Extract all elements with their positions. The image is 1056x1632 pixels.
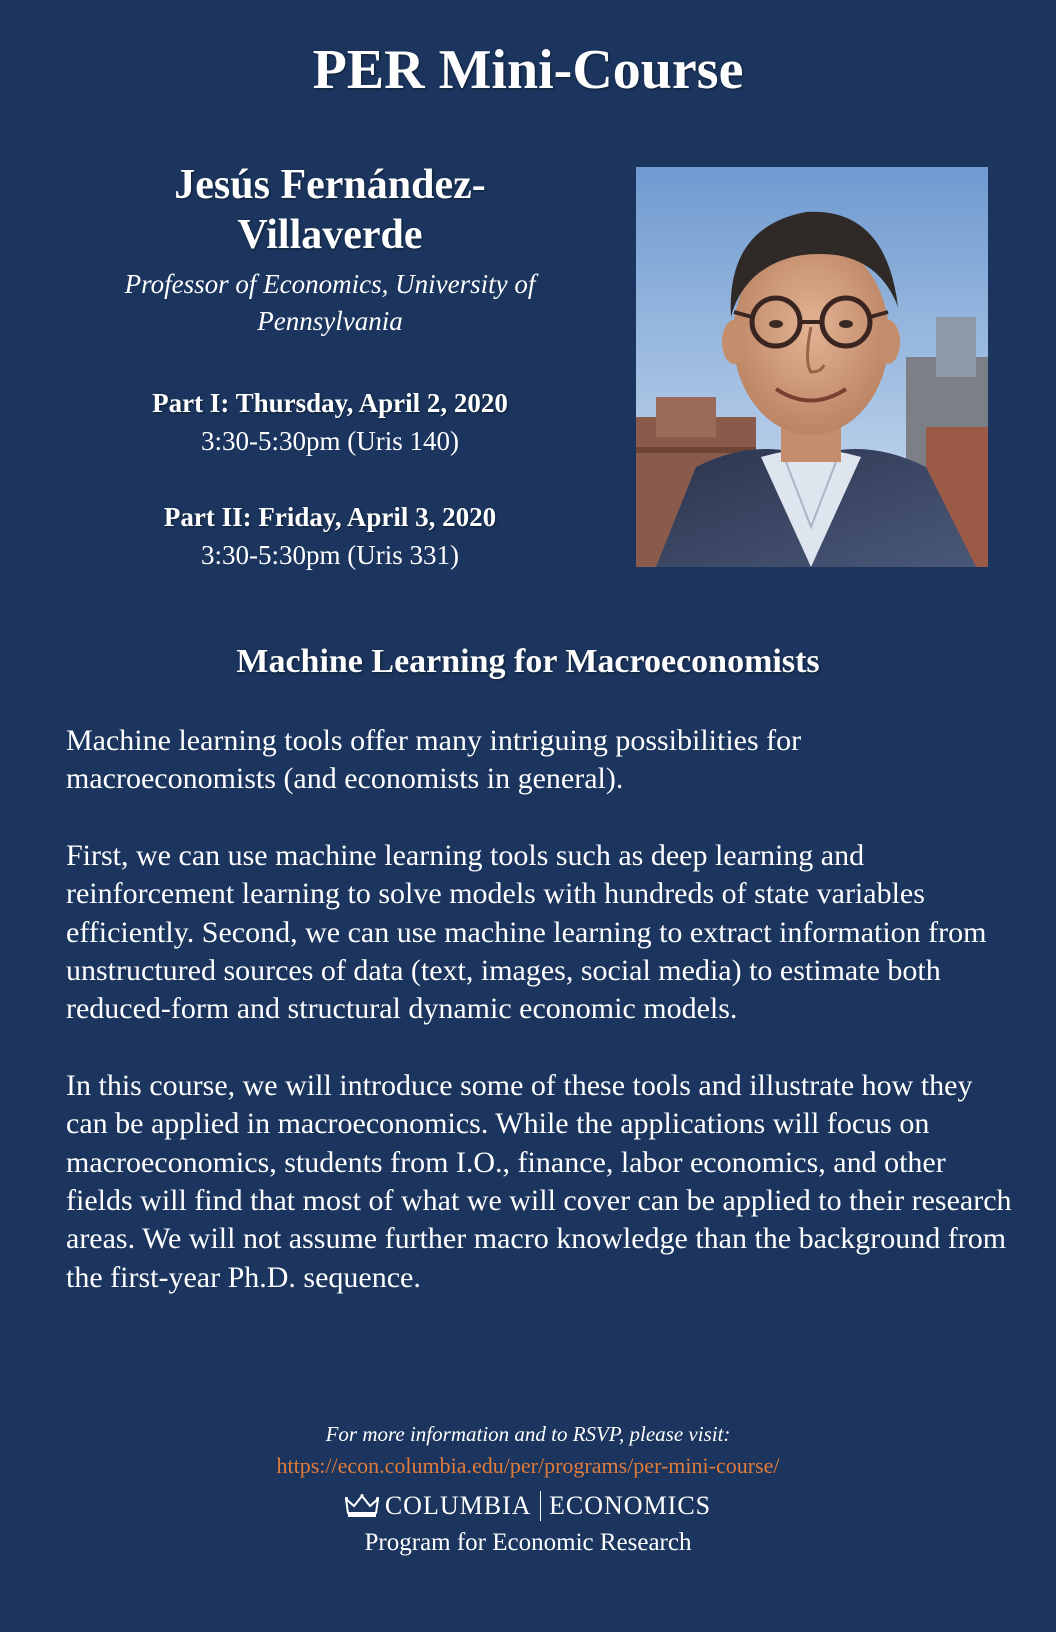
logo-divider: [540, 1491, 542, 1521]
logo-economics: ECONOMICS: [549, 1491, 712, 1520]
description-paragraph: First, we can use machine learning tools such as deep learning and reinforcement learning to solve models with hundreds of state variables efficiently. Second, we can use machine learning to extract information from unstructured sources of data (text, images, social media) to estimate both reduced-form and structural dynamic economic models.: [66, 838, 987, 1026]
course-description: [66, 722, 1016, 1335]
session-time: 3:30-5:30pm (Uris 331): [201, 540, 459, 570]
session-heading: Part I: Thursday, April 2, 2020: [152, 388, 508, 418]
rsvp-link[interactable]: https://econ.columbia.edu/per/programs/per-mini-course/: [276, 1453, 780, 1478]
speaker-photo: [636, 167, 988, 567]
speaker-name-line2: Villaverde: [237, 212, 423, 258]
footer: [0, 1418, 1056, 1560]
speaker-block: [70, 160, 590, 574]
rsvp-text: For more information and to RSVP, please visit:: [325, 1422, 731, 1446]
speaker-name-line1: Jesús Fernández-: [174, 162, 486, 208]
description-paragraph: In this course, we will introduce some of these tools and illustrate how they can be applied in macroeconomics. While the applications will focus on macroeconomics, students from I.O., finance, labor economics, and other fields will find that most of what we will cover can be applied to their research areas. We will not assume further macro knowledge than the background from the first-year Ph.D. sequence.: [66, 1068, 1012, 1294]
description-paragraph: Machine learning tools offer many intriguing possibilities for macroeconomists (and economists in general).: [66, 724, 802, 796]
speaker-name: [70, 160, 590, 260]
logo-columbia: COLUMBIA: [384, 1491, 532, 1520]
speaker-affiliation: Professor of Economics, University of Pennsylvania: [124, 269, 536, 336]
course-title: Machine Learning for Macroeconomists: [236, 643, 820, 680]
session-part-2: [70, 498, 590, 574]
speaker-portrait-icon: [636, 167, 988, 567]
program-name: Program for Economic Research: [364, 1529, 692, 1556]
session-time: 3:30-5:30pm (Uris 140): [201, 426, 459, 456]
page-title: PER Mini-Course: [312, 39, 744, 101]
columbia-economics-logo: [0, 1488, 1056, 1524]
session-heading: Part II: Friday, April 3, 2020: [163, 502, 497, 532]
session-part-1: [70, 384, 590, 460]
crown-icon: [345, 1493, 379, 1519]
